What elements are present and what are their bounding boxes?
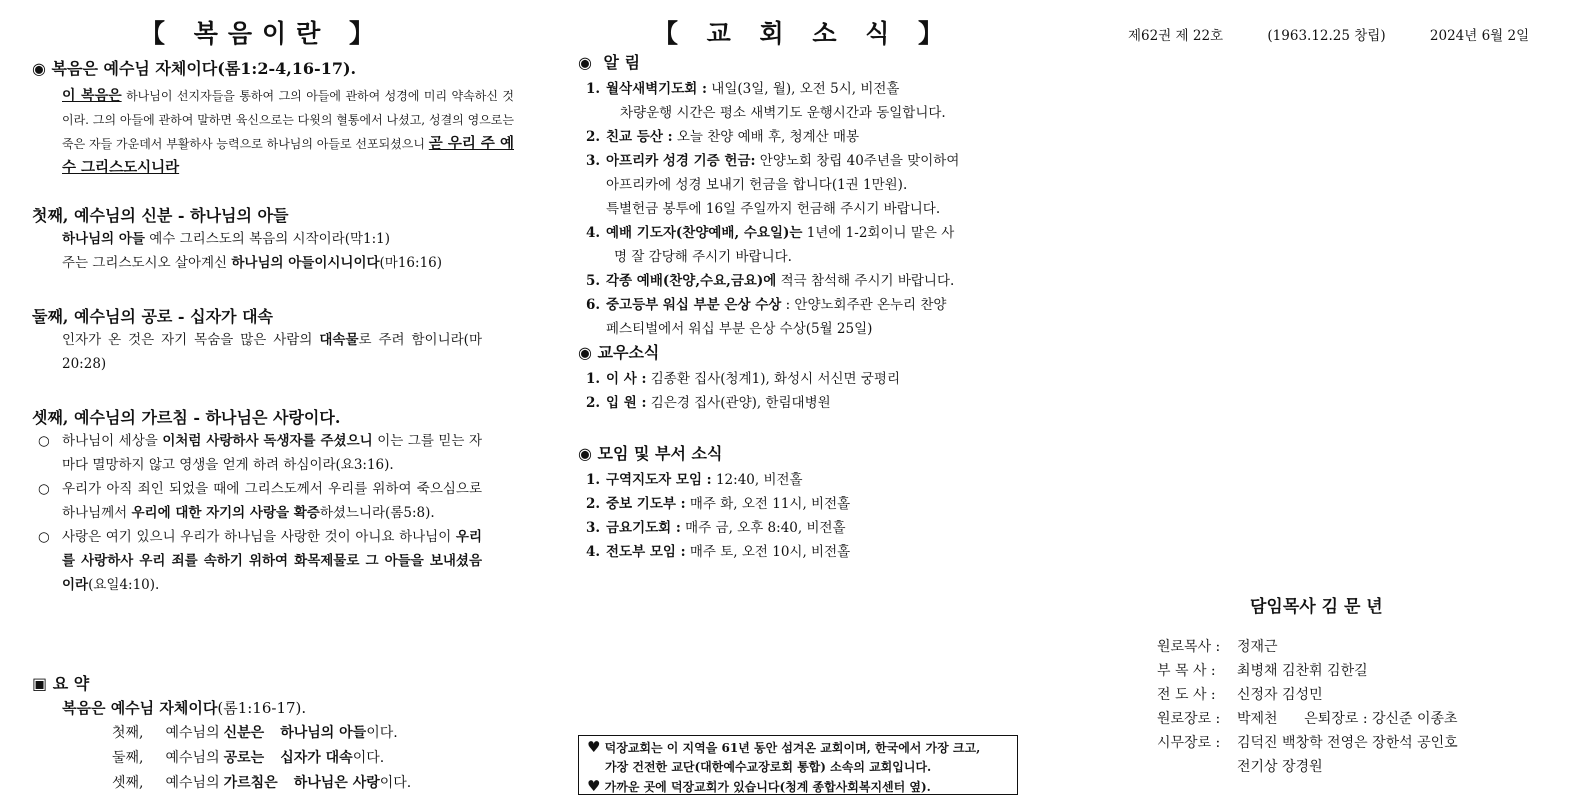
- paragraph-closing: 곧 우리 주 예수 그리스도시니라: [62, 135, 514, 176]
- summary-ending: 이다.: [366, 725, 398, 741]
- notice-item: [578, 293, 1028, 341]
- senior-pastor: 담임목사 김 문 년: [1250, 597, 1383, 617]
- item-title: 중보 기도부 :: [606, 496, 686, 512]
- item-title: 금요기도회 :: [606, 520, 681, 536]
- notice-heading: [578, 52, 1028, 74]
- target-icon: ◉: [578, 343, 592, 362]
- section-2-heading: 첫째, 예수님의 신분 - 하나님의 아들: [32, 206, 289, 225]
- item-title: 입 원 :: [606, 395, 647, 411]
- list-item: [32, 429, 482, 477]
- member-news-item: [578, 391, 1028, 415]
- gospel-section-2: [32, 205, 492, 275]
- summary-heading: [32, 673, 492, 695]
- section-3-body: [62, 328, 482, 376]
- section-3-heading: 둘째, 예수님의 공로 - 십자가 대속: [32, 307, 273, 326]
- verse-emphasis: 우리에 대한 자기의 사랑을 확증: [131, 505, 320, 521]
- item-number: 1.: [586, 81, 601, 97]
- item-text: 1년에 1-2회이니 맡은 사: [802, 225, 955, 241]
- staff-names: 신정자 김성민: [1237, 687, 1323, 703]
- summary-row: [112, 721, 492, 746]
- summary-answer: 하나님의 아들: [280, 725, 367, 741]
- item-title: 월삭새벽기도회 :: [606, 81, 707, 97]
- item-text: 내일(3일, 월), 오전 5시, 비전홀: [706, 81, 900, 97]
- church-news-column: [578, 0, 1028, 801]
- staff-row: [1157, 731, 1557, 755]
- summary-ending: 이다.: [352, 750, 385, 766]
- church-info-line: [587, 738, 1009, 758]
- summary-subject: 예수님의: [165, 725, 220, 741]
- verse-emphasis: 이처럼 사랑하사 독생자를 주셨으니: [162, 433, 373, 449]
- summary-answer: 십자가 대속: [280, 750, 353, 766]
- item-number: 5.: [586, 273, 601, 289]
- item-number: 3.: [586, 520, 601, 536]
- item-text: 매주 토, 오전 10시, 비전홀: [685, 544, 851, 560]
- summary-main: [62, 695, 492, 721]
- verse-emphasis: 하나님의 아들이시니이다: [231, 255, 380, 271]
- member-news-item: [578, 367, 1028, 391]
- item-text: 적극 참석해 주시기 바랍니다.: [776, 273, 955, 289]
- circle-icon: ○: [38, 481, 50, 497]
- item-number: 6.: [586, 297, 601, 313]
- item-continuation: 특별헌금 봉투에 16일 주일까지 헌금해 주시기 바랍니다.: [606, 201, 941, 217]
- item-title: 전도부 모임 :: [606, 544, 686, 560]
- summary-emphasis: 복음은 예수님 자체이다: [62, 699, 218, 717]
- staff-role: 부 목 사 :: [1157, 663, 1216, 679]
- section-2-body: [62, 227, 492, 275]
- section-1-paragraph: [62, 84, 514, 180]
- gospel-section-4: [32, 407, 492, 597]
- verse-ref: (마16:16): [379, 255, 443, 271]
- list-item: [32, 477, 482, 525]
- founding-date: (1963.12.25 창립): [1267, 28, 1386, 44]
- verse-text: 로 주려 함이니라(마20:28): [62, 332, 482, 372]
- gospel-column: [32, 0, 514, 801]
- summary-topic: 신분은: [223, 725, 265, 741]
- verse-text: 하나님이 세상을: [62, 433, 163, 449]
- item-title: 각종 예배(찬양,수요,금요)에: [606, 273, 777, 289]
- summary-subject: 예수님의: [165, 750, 220, 766]
- summary-section: [32, 673, 492, 796]
- item-number: 3.: [586, 153, 601, 169]
- issue-volume: 제62권 제 22호: [1128, 28, 1224, 44]
- item-text: 김은경 집사(관양), 한림대병원: [646, 395, 831, 411]
- item-continuation: 아프리카에 성경 보내기 헌금을 합니다(1권 1만원).: [606, 177, 908, 193]
- item-continuation: 차량운행 시간은 평소 새벽기도 운행시간과 동일합니다.: [620, 105, 946, 121]
- staff-role: 전 도 사 :: [1157, 687, 1216, 703]
- member-news-section: [578, 342, 1028, 415]
- notice-section: [578, 52, 1028, 341]
- staff-role: 시무장로 :: [1157, 735, 1221, 751]
- notice-item: [578, 149, 1028, 221]
- verse-line: [62, 251, 492, 275]
- item-text: 김종환 집사(청계1), 화성시 서신면 궁평리: [646, 371, 900, 387]
- verse-text: (요일4:10).: [88, 577, 160, 593]
- summary-ordinal: 첫째,: [112, 725, 144, 741]
- section-4-heading: 셋째, 예수님의 가르침 - 하나님은 사랑이다.: [32, 408, 341, 427]
- verse-text: 하셨느니라(롬5:8).: [319, 505, 435, 521]
- summary-topic: 공로는: [223, 750, 265, 766]
- staff-role: 원로목사 :: [1157, 639, 1221, 655]
- square-icon: ▣: [32, 674, 48, 693]
- group-news-section: [578, 443, 1028, 564]
- item-number: 1.: [586, 472, 601, 488]
- staff-role: [1157, 755, 1237, 779]
- church-news-title: 【 교 회 소 식 】: [652, 19, 954, 48]
- paragraph-lead: 이 복음은: [62, 88, 122, 104]
- target-icon: ◉: [32, 59, 46, 78]
- verse-text: 사랑은 여기 있으니 우리가 하나님을 사랑한 것이 아니요 하나님이: [62, 529, 456, 545]
- verse-text: 우리가 아직 죄인 되었을 때에 그리스도께서 우리를 위하여 죽으심으로 하나님께서: [62, 481, 482, 521]
- church-info-text: 덕장교회는 이 지역을 61년 동안 섬겨온 교회이며, 한국에서 가장 크고,: [604, 741, 981, 755]
- list-item: [32, 525, 482, 597]
- item-title: 중고등부 워십 부분 은상 수상: [606, 297, 782, 313]
- target-icon: ◉: [578, 53, 592, 72]
- masthead-column: [1100, 0, 1572, 801]
- section-1-heading: [32, 58, 492, 80]
- summary-ordinal: 둘째,: [112, 750, 144, 766]
- church-info-text: 가까운 곳에 덕장교회가 있습니다(청계 종합사회복지센터 옆).: [604, 780, 931, 794]
- staff-role: 원로장로 :: [1157, 711, 1221, 727]
- item-number: 2.: [586, 129, 601, 145]
- item-title: 구역지도자 모임 :: [606, 472, 712, 488]
- staff-names: 전기상 장경원: [1237, 759, 1323, 775]
- item-continuation: 페스티벌에서 워십 부분 은상 수상(5월 25일): [606, 321, 873, 337]
- heart-icon: ♥: [587, 777, 601, 795]
- staff-names: 최병채 김찬휘 김한길: [1237, 663, 1368, 679]
- notice-item: [578, 221, 1028, 269]
- group-news-heading: [578, 443, 1028, 465]
- verse-text: 이는 그를 믿는 자마다 멸망하지 않고 영생을 얻게 하려 하심이라(요3:16).: [62, 433, 483, 473]
- item-number: 1.: [586, 371, 601, 387]
- verse-text: 예수 그리스도의 복음의 시작이라(막1:1): [144, 231, 390, 247]
- verse-emphasis: 우리를 사랑하사 우리 죄를 속하기 위하여 화목제물로 그 아들을 보내셨음이라: [62, 529, 482, 593]
- church-info-box: [578, 735, 1018, 795]
- group-news-item: [578, 540, 1028, 564]
- gospel-section-3: [32, 306, 492, 376]
- target-icon: ◉: [578, 444, 592, 463]
- issue-date: 2024년 6월 2일: [1429, 28, 1530, 44]
- item-text: 안양노회 창립 40주년을 맞이하여: [755, 153, 960, 169]
- group-news-item: [578, 468, 1028, 492]
- item-title: 예배 기도자(찬양예배, 수요일)는: [606, 225, 803, 241]
- item-title: 아프리카 성경 기증 헌금:: [606, 153, 756, 169]
- item-number: 2.: [586, 395, 601, 411]
- section-4-body: [32, 429, 482, 597]
- summary-heading-text: 요 약: [52, 674, 90, 693]
- church-info-line: [587, 777, 1009, 797]
- paragraph-body: 하나님이 선지자들을 통하여 그의 아들에 관하여 성경에 미리 약속하신 것이라. 그의 아들에 관하여 말하면 육신으로는 다윗의 혈통에서 나셨고, 성결의 영으로는 죽은 자들 가운데서 부활하사 능력으로 하나님의 아들로 선포되셨으니: [62, 89, 514, 151]
- notice-item: [578, 125, 1028, 149]
- group-news-heading-text: 모임 및 부서 소식: [597, 444, 723, 463]
- staff-list: [1157, 635, 1557, 779]
- item-number: 2.: [586, 496, 601, 512]
- item-text: 오늘 찬양 예배 후, 청계산 매봉: [672, 129, 860, 145]
- notice-heading-text: 알 림: [603, 53, 641, 72]
- item-title: 친교 등산 :: [606, 129, 673, 145]
- item-continuation: 명 잘 감당해 주시기 바랍니다.: [614, 249, 792, 265]
- gospel-title: 【 복음이란 】: [139, 19, 384, 48]
- item-number: 4.: [586, 225, 601, 241]
- staff-row: [1157, 707, 1557, 731]
- section-1-heading-text: 복음은 예수님 자체이다(롬1:2-4,16-17).: [51, 59, 357, 78]
- summary-answer: 하나님은 사랑: [293, 775, 380, 791]
- summary-topic: 가르침은: [223, 775, 278, 791]
- member-news-heading-text: 교우소식: [597, 343, 660, 362]
- group-news-item: [578, 516, 1028, 540]
- verse-emphasis: 대속물: [319, 332, 359, 348]
- summary-row: [112, 746, 492, 771]
- verse-emphasis: 하나님의 아들: [62, 231, 145, 247]
- notice-item: [578, 269, 1028, 293]
- staff-names: 김덕진 백창학 전영은 장한석 공인호: [1237, 735, 1458, 751]
- staff-row: [1157, 635, 1557, 659]
- member-news-heading: [578, 342, 1028, 364]
- group-news-item: [578, 492, 1028, 516]
- staff-row: [1157, 659, 1557, 683]
- verse-line: [62, 227, 492, 251]
- summary-ref: (롬1:16-17).: [217, 699, 307, 717]
- summary-row: [112, 771, 492, 796]
- circle-icon: ○: [38, 529, 50, 545]
- heart-icon: ♥: [587, 738, 601, 756]
- church-info-text: 가장 건전한 교단(대한예수교장로회 통합) 소속의 교회입니다.: [605, 760, 932, 774]
- item-text: 12:40, 비전홀: [711, 472, 803, 488]
- staff-row: [1157, 683, 1557, 707]
- staff-row: [1157, 755, 1557, 779]
- notice-item: [578, 77, 1028, 125]
- verse-text: 인자가 온 것은 자기 목숨을 많은 사람의: [62, 332, 320, 348]
- verse-text: 주는 그리스도시오 살아계신: [62, 255, 232, 271]
- item-number: 4.: [586, 544, 601, 560]
- summary-subject: 예수님의: [165, 775, 220, 791]
- staff-names: 박제천 은퇴장로 : 강신준 이종초: [1237, 711, 1458, 727]
- item-title: 이 사 :: [606, 371, 647, 387]
- issue-info: [1128, 24, 1529, 44]
- item-text: 매주 금, 오후 8:40, 비전홀: [680, 520, 846, 536]
- item-text: 매주 화, 오전 11시, 비전홀: [685, 496, 851, 512]
- summary-ending: 이다.: [379, 775, 412, 791]
- staff-names: 정재근: [1237, 639, 1278, 655]
- circle-icon: ○: [38, 433, 50, 449]
- summary-ordinal: 셋째,: [112, 775, 144, 791]
- item-text: : 안양노회주관 온누리 찬양: [781, 297, 947, 313]
- gospel-section-1: [32, 58, 514, 180]
